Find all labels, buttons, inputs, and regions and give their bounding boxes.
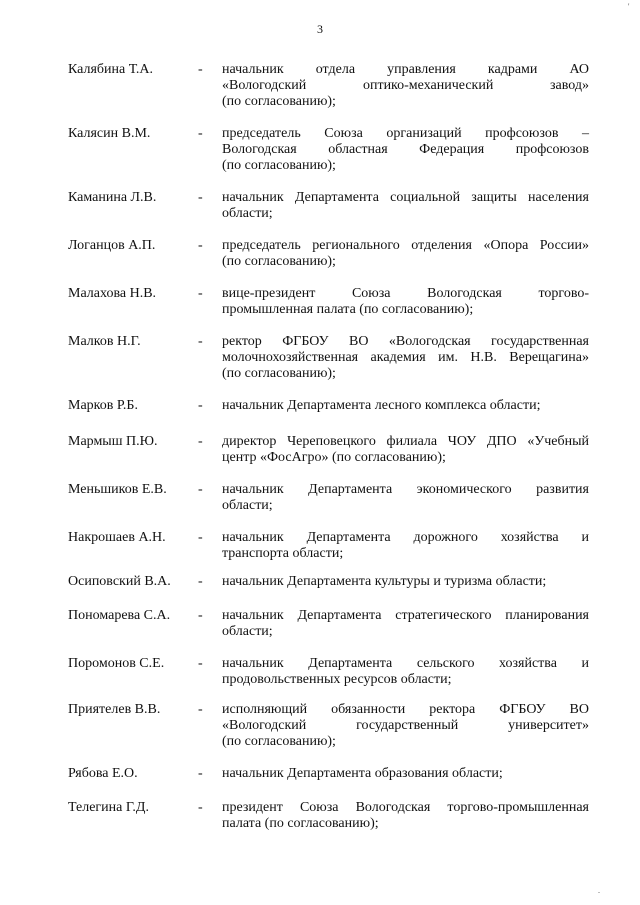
position-line: начальник Департамента образования области;	[222, 766, 503, 781]
position-line: начальник Департамента лесного комплекса области;	[222, 398, 541, 413]
dash-separator: -	[198, 190, 203, 205]
dash-separator: -	[198, 800, 203, 815]
position-line: молочнохозяйственная академия им. Н.В. Верещагина»	[222, 350, 589, 365]
dash-separator: -	[198, 286, 203, 301]
position-line: президент Союза Вологодская торгово-промышленная	[222, 800, 589, 815]
position-line: начальник Департамента стратегического планирования	[222, 608, 589, 623]
position-line: председатель Союза организаций профсоюзов –	[222, 126, 589, 141]
position-line: (по согласованию);	[222, 254, 336, 269]
dash-separator: -	[198, 398, 203, 413]
position-line: области;	[222, 206, 273, 221]
member-position	[222, 766, 589, 782]
position-line: (по согласованию);	[222, 94, 336, 109]
member-name: Накрошаев А.Н.	[68, 530, 166, 545]
dash-separator: -	[198, 656, 203, 671]
position-line: начальник Департамента дорожного хозяйства и	[222, 530, 589, 545]
member-name: Рябова Е.О.	[68, 766, 138, 781]
member-name: Калябина Т.А.	[68, 62, 153, 77]
dash-separator: -	[198, 608, 203, 623]
position-line: «Вологодский государственный университет»	[222, 718, 589, 733]
dash-separator: -	[198, 334, 203, 349]
member-name: Мармыш П.Ю.	[68, 434, 158, 449]
member-position	[222, 530, 589, 562]
member-name: Поромонов С.Е.	[68, 656, 165, 671]
position-line: центр «ФосАгро» (по согласованию);	[222, 450, 446, 465]
member-position	[222, 574, 589, 590]
member-position	[222, 238, 589, 270]
position-line: начальник Департамента культуры и туризма области;	[222, 574, 547, 589]
dash-separator: -	[198, 766, 203, 781]
position-line: председатель регионального отделения «Опора России»	[222, 238, 589, 253]
page-number: 3	[317, 22, 323, 36]
member-position	[222, 800, 589, 832]
dash-separator: -	[198, 62, 203, 77]
member-position	[222, 62, 589, 110]
member-name: Меньшиков Е.В.	[68, 482, 167, 497]
member-name: Марков Р.Б.	[68, 398, 138, 413]
scan-speck: '	[628, 2, 630, 11]
position-line: области;	[222, 498, 273, 513]
member-name: Логанцов А.П.	[68, 238, 156, 253]
member-position	[222, 190, 589, 222]
position-line: ректор ФГБОУ ВО «Вологодская государственная	[222, 334, 589, 349]
member-position	[222, 482, 589, 514]
member-position	[222, 702, 589, 750]
dash-separator: -	[198, 702, 203, 717]
member-position	[222, 334, 589, 382]
member-name: Каманина Л.В.	[68, 190, 157, 205]
position-line: промышленная палата (по согласованию);	[222, 302, 474, 317]
position-line: вице-президент Союза Вологодская торгово-	[222, 286, 589, 301]
dash-separator: -	[198, 434, 203, 449]
position-line: начальник Департамента экономического развития	[222, 482, 589, 497]
position-line: начальник отдела управления кадрами АО	[222, 62, 589, 77]
position-line: директор Череповецкого филиала ЧОУ ДПО «Учебный	[222, 434, 589, 449]
member-position	[222, 398, 589, 414]
position-line: (по согласованию);	[222, 734, 336, 749]
position-line: начальник Департамента социальной защиты населения	[222, 190, 589, 205]
member-position	[222, 126, 589, 174]
member-name: Пономарева С.А.	[68, 608, 171, 623]
position-line: начальник Департамента сельского хозяйства и	[222, 656, 589, 671]
scan-speck: .	[598, 886, 600, 895]
dash-separator: -	[198, 530, 203, 545]
position-line: исполняющий обязанности ректора ФГБОУ ВО	[222, 702, 589, 717]
member-name: Осиповский В.А.	[68, 574, 171, 589]
position-line: транспорта области;	[222, 546, 344, 561]
member-position	[222, 434, 589, 466]
dash-separator: -	[198, 574, 203, 589]
member-name: Малахова Н.В.	[68, 286, 157, 301]
member-position	[222, 608, 589, 640]
member-name: Телегина Г.Д.	[68, 800, 149, 815]
member-name: Калясин В.М.	[68, 126, 151, 141]
position-line: области;	[222, 624, 273, 639]
dash-separator: -	[198, 238, 203, 253]
position-line: (по согласованию);	[222, 366, 336, 381]
member-position	[222, 286, 589, 318]
position-line: Вологодская областная Федерация профсоюзов	[222, 142, 589, 157]
position-line: (по согласованию);	[222, 158, 336, 173]
member-name: Малков Н.Г.	[68, 334, 141, 349]
dash-separator: -	[198, 482, 203, 497]
position-line: палата (по согласованию);	[222, 816, 379, 831]
position-line: «Вологодский оптико-механический завод»	[222, 78, 589, 93]
member-name: Приятелев В.В.	[68, 702, 161, 717]
dash-separator: -	[198, 126, 203, 141]
member-position	[222, 656, 589, 688]
position-line: продовольственных ресурсов области;	[222, 672, 452, 687]
